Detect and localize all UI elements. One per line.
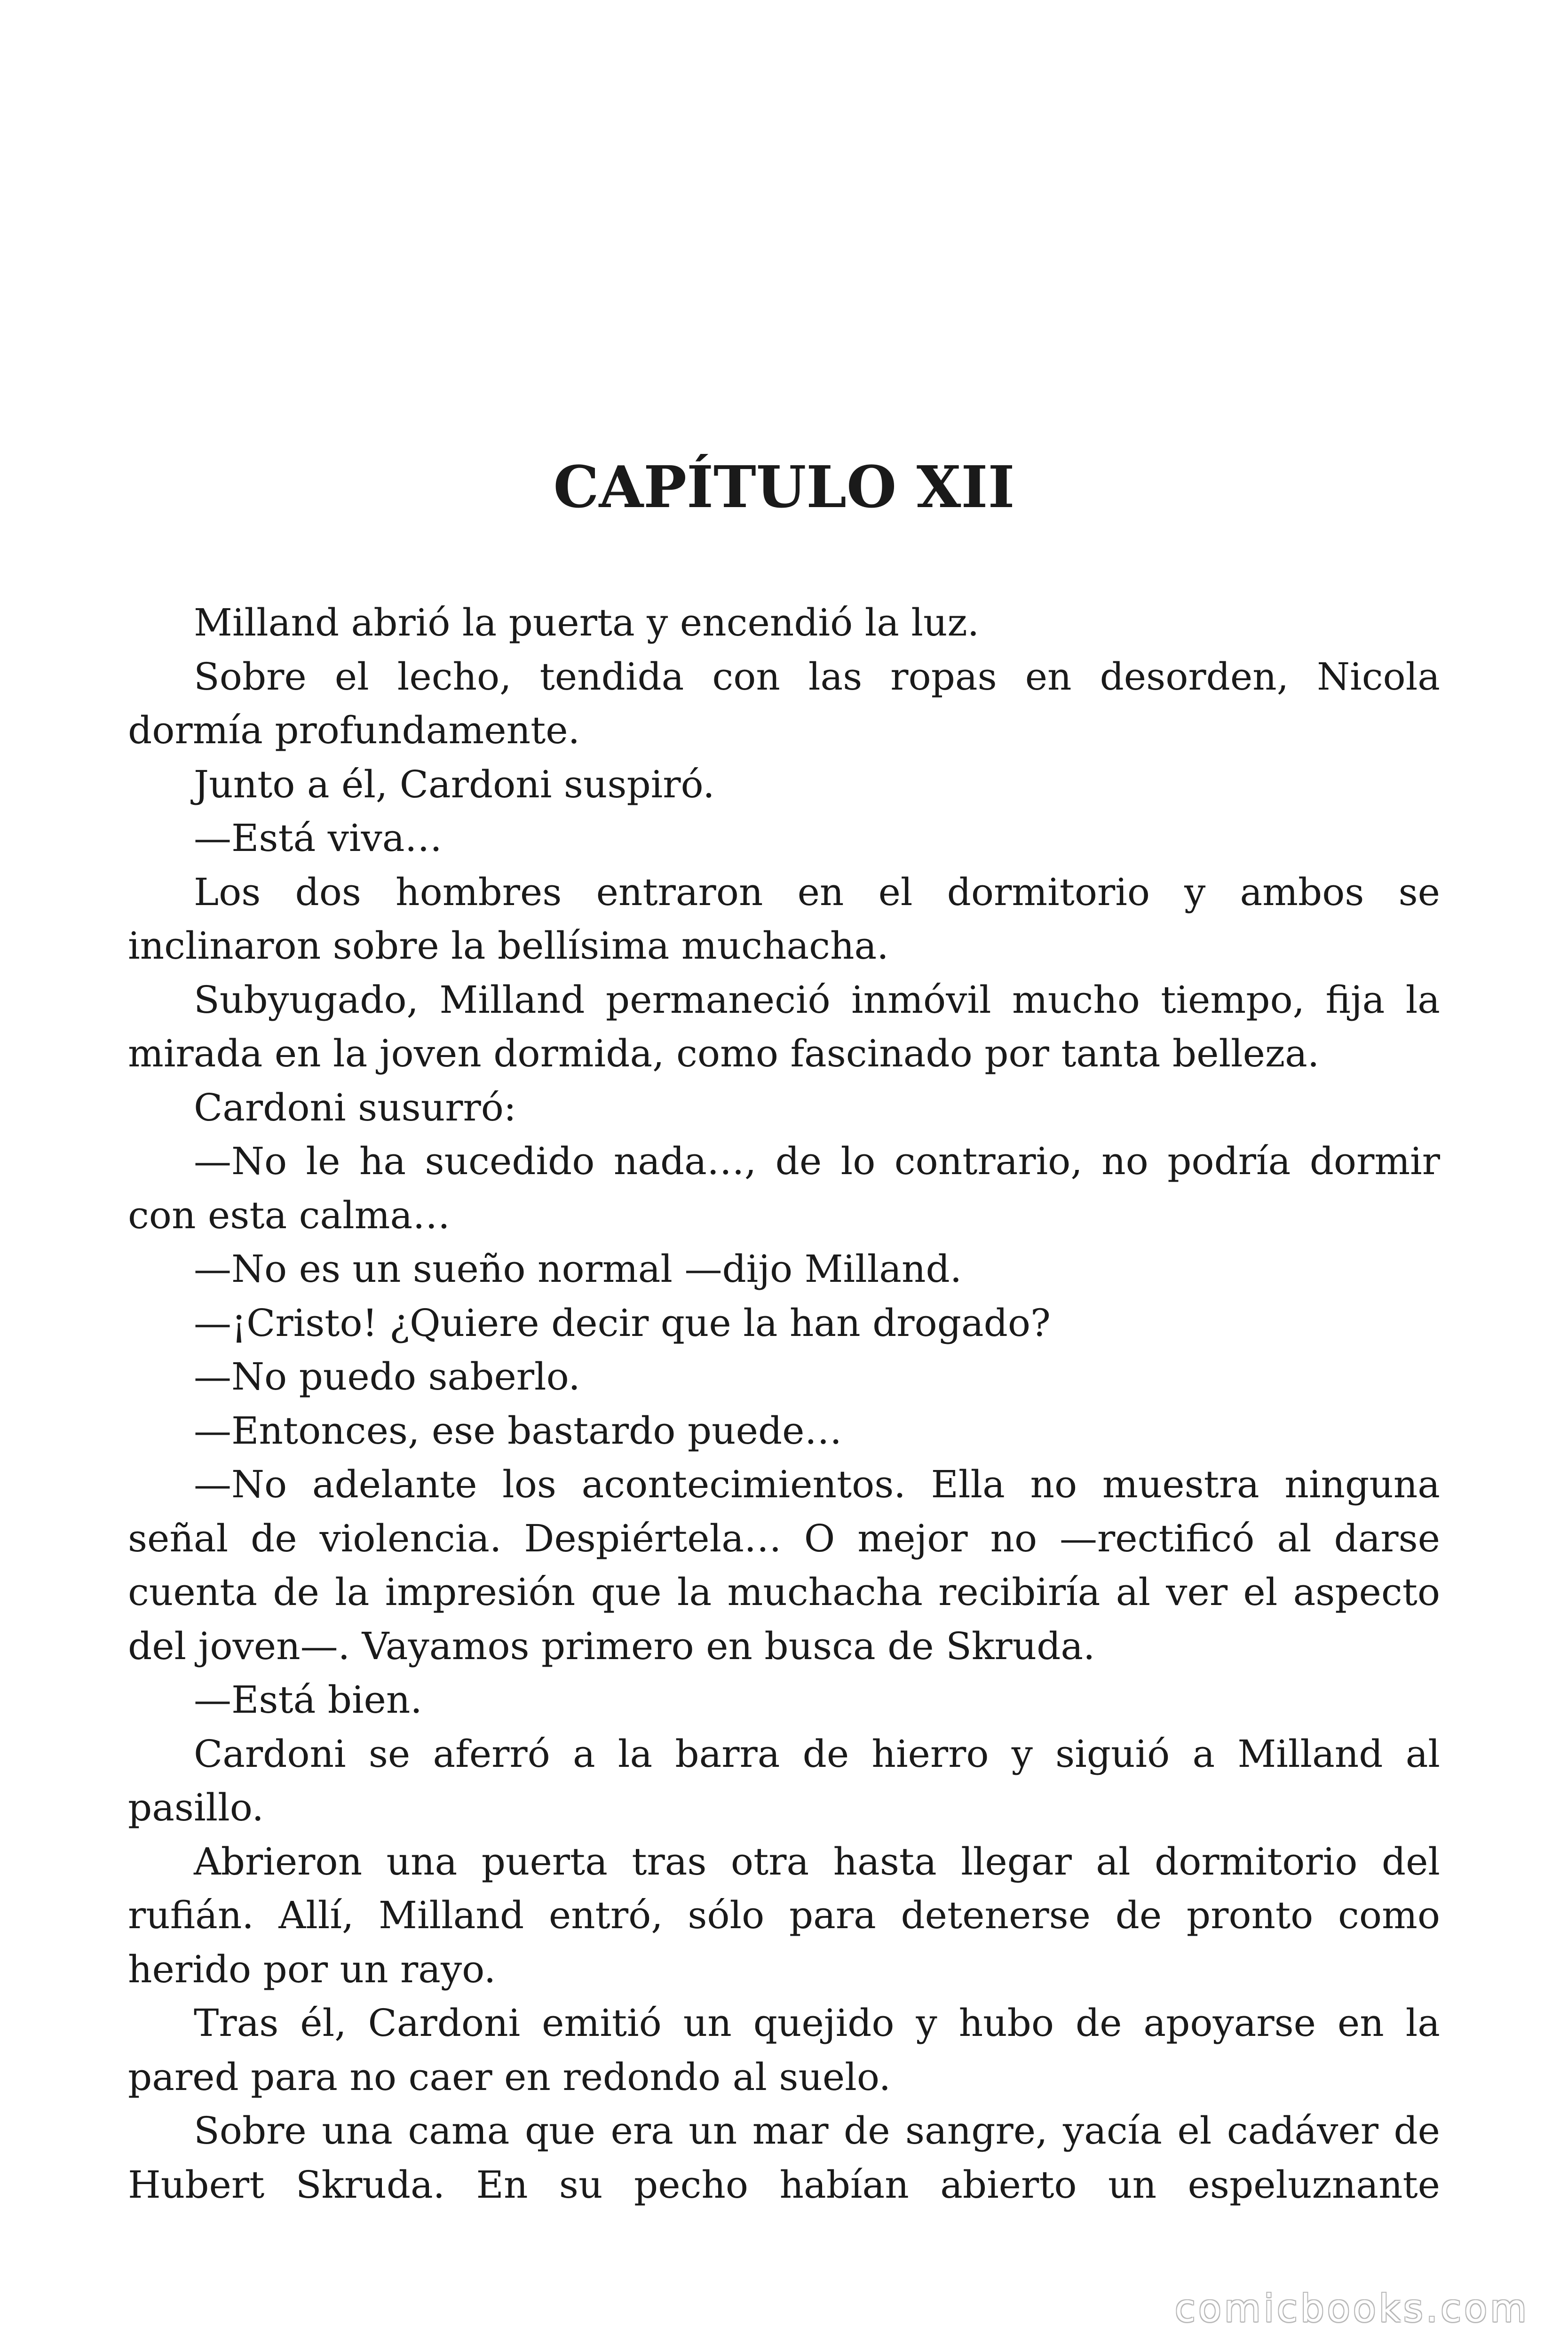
paragraph: —¡Cristo! ¿Quiere decir que la han drogado? <box>194 1301 1051 1345</box>
watermark: comicbooks.com <box>1174 2287 1529 2330</box>
paragraph: Cardoni se aferró a la barra de hierro y siguió a Milland al pasillo. <box>128 1732 1440 1829</box>
paragraph: Tras él, Cardoni emitió un quejido y hubo de apoyarse en la pared para no caer en redondo al suelo. <box>128 2001 1440 2099</box>
paragraph: —No le ha sucedido nada…, de lo contrario, no podría dormir con esta calma… <box>128 1139 1440 1237</box>
paragraph: —No adelante los acontecimientos. Ella no muestra ninguna señal de violencia. Despiértela… O mejor no —rectificó al darse cuenta de la impresión que la muchacha recibiría al ver el aspecto del joven—. Vayamos primero en busca de Skruda. <box>128 1462 1440 1668</box>
paragraph: Cardoni susurró: <box>194 1085 516 1129</box>
paragraph: Sobre una cama que era un mar de sangre, yacía el cadáver de Hubert Skruda. En su pecho habían abierto un espeluznante <box>128 2109 1440 2207</box>
paragraph: —Está viva… <box>194 816 443 860</box>
paragraph: Junto a él, Cardoni suspiró. <box>194 762 715 806</box>
chapter-title: CAPÍTULO XII <box>553 453 1015 521</box>
paragraph: —No es un sueño normal —dijo Milland. <box>194 1247 962 1291</box>
paragraph: Los dos hombres entraron en el dormitorio y ambos se inclinaron sobre la bellísima muchacha. <box>128 870 1440 968</box>
paragraph: Sobre el lecho, tendida con las ropas en desorden, Nicola dormía profundamente. <box>128 654 1440 752</box>
paragraph: Subyugado, Milland permaneció inmóvil mucho tiempo, fija la mirada en la joven dormida, como fascinado por tanta belleza. <box>128 977 1440 1075</box>
paragraph: —No puedo saberlo. <box>194 1355 580 1398</box>
chapter-body <box>128 596 1440 2212</box>
paragraph: Milland abrió la puerta y encendió la luz. <box>194 601 980 644</box>
paragraph: Abrieron una puerta tras otra hasta llegar al dormitorio del rufián. Allí, Milland entró, sólo para detenerse de pronto como herido por un rayo. <box>128 1839 1440 1991</box>
paragraph: —Entonces, ese bastardo puede… <box>194 1408 842 1453</box>
paragraph: —Está bien. <box>194 1678 422 1722</box>
